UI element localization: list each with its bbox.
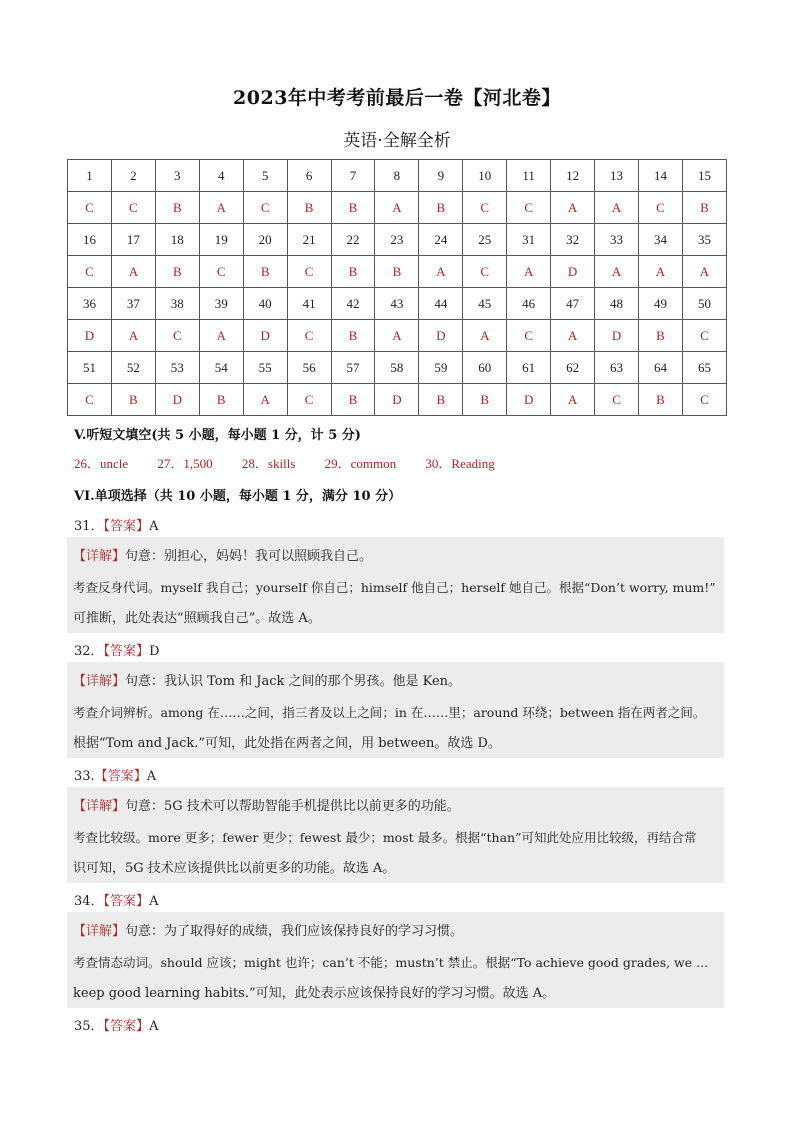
question-number-cell: 61	[507, 352, 551, 384]
answer-cell: C	[287, 384, 331, 416]
detail-box-33	[67, 787, 724, 883]
answer-cell: C	[155, 320, 199, 352]
question-number: 35．	[74, 1019, 104, 1034]
answer-cell: B	[682, 192, 726, 224]
answer-cell: A	[199, 320, 243, 352]
detail-tag: 【详解】	[73, 674, 126, 689]
answer-value: A	[149, 519, 159, 534]
answer-cell: A	[551, 192, 595, 224]
answer-cell: A	[595, 192, 639, 224]
question-number-cell: 55	[243, 352, 287, 384]
question-number-cell: 20	[243, 224, 287, 256]
answer-cell: C	[463, 192, 507, 224]
answer-tag: 【答案】	[103, 519, 150, 534]
question-number-cell: 50	[682, 288, 726, 320]
answer-value: A	[146, 769, 157, 784]
answer-cell: A	[111, 320, 155, 352]
answer-cell: C	[68, 384, 112, 416]
page-title: 2023年中考考前最后一卷【河北卷】	[233, 87, 561, 109]
fill-in-answers	[74, 453, 521, 472]
answer-cell: B	[331, 192, 375, 224]
question-number-cell: 58	[375, 352, 419, 384]
answer-cell: A	[463, 320, 507, 352]
question-number-cell: 42	[331, 288, 375, 320]
answer-cell: A	[551, 320, 595, 352]
question-number-cell: 38	[155, 288, 199, 320]
answer-cell: C	[682, 320, 726, 352]
answer-cell: A	[243, 384, 287, 416]
answer-cell: B	[331, 256, 375, 288]
answer-value: A	[149, 1019, 159, 1034]
answer-line-33	[74, 765, 156, 784]
question-number-cell: 1	[68, 160, 112, 192]
detail-line: 句意：为了取得好的成绩，我们应该保持良好的学习习惯。	[125, 924, 464, 939]
answer-cell: B	[243, 256, 287, 288]
answer-cell: D	[419, 320, 463, 352]
question-number-cell: 65	[682, 352, 726, 384]
question-number-cell: 16	[68, 224, 112, 256]
detail-line: 根据“Tom and Jack.”可知，此处指在两者之间，用 between。故选 D。	[73, 736, 501, 751]
question-number-cell: 34	[638, 224, 682, 256]
answer-cell: B	[331, 384, 375, 416]
question-number-cell: 36	[68, 288, 112, 320]
detail-line: 识可知，5G 技术应该提供比以前更多的功能。故选 A。	[73, 861, 396, 876]
fill-answer: 30．Reading	[425, 456, 495, 471]
detail-tag: 【详解】	[73, 924, 126, 939]
detail-line: 考查介词辨析。among 在……之间，指三者及以上之间；in 在……里；around 环绕；between 指在两者之间。	[73, 705, 706, 720]
answer-cell: C	[507, 192, 551, 224]
question-number-cell: 7	[331, 160, 375, 192]
question-number-cell: 39	[199, 288, 243, 320]
question-number-cell: 56	[287, 352, 331, 384]
detail-line: 考查反身代词。myself 我自己；yourself 你自己；himself 他自己；herself 她自己。根据“Don’t worry, mum!”	[73, 580, 716, 595]
answer-value: A	[149, 894, 159, 909]
question-number-cell: 6	[287, 160, 331, 192]
page-subtitle: 英语·全解全析	[343, 131, 451, 151]
answer-cell: A	[595, 256, 639, 288]
answer-cell: B	[375, 256, 419, 288]
answer-cell: C	[68, 256, 112, 288]
question-number-cell: 21	[287, 224, 331, 256]
answer-row	[68, 256, 727, 288]
section-6-heading: VI.单项选择（共 10 小题，每小题 1 分，满分 10 分）	[74, 489, 402, 504]
question-number-cell: 14	[638, 160, 682, 192]
answer-table	[67, 159, 727, 416]
question-number-cell: 59	[419, 352, 463, 384]
question-number-cell: 32	[551, 224, 595, 256]
detail-line: 句意：别担心，妈妈！我可以照顾我自己。	[125, 549, 373, 564]
answer-cell: B	[331, 320, 375, 352]
question-number-row	[68, 352, 727, 384]
answer-tag: 【答案】	[103, 894, 150, 909]
answer-cell: A	[111, 256, 155, 288]
answer-line-32	[74, 640, 160, 659]
question-number: 32．	[74, 644, 104, 659]
question-number-cell: 54	[199, 352, 243, 384]
answer-cell: B	[463, 384, 507, 416]
fill-answer: 29．common	[324, 456, 397, 471]
answer-cell: A	[199, 192, 243, 224]
fill-answer: 27．1,500	[157, 456, 213, 471]
detail-line: 句意：5G 技术可以帮助智能手机提供比以前更多的功能。	[125, 799, 460, 814]
question-number-cell: 2	[111, 160, 155, 192]
detail-tag: 【详解】	[73, 549, 126, 564]
question-number-cell: 12	[551, 160, 595, 192]
question-number-cell: 18	[155, 224, 199, 256]
answer-cell: C	[111, 192, 155, 224]
answer-cell: C	[287, 256, 331, 288]
question-number-cell: 9	[419, 160, 463, 192]
answer-cell: B	[155, 256, 199, 288]
detail-box-34	[67, 912, 724, 1008]
section-5-heading: V.听短文填空(共 5 小题，每小题 1 分，计 5 分)	[74, 428, 361, 443]
detail-line: 考查比较级。more 更多；fewer 更少；fewest 最少；most 最多。根据“than”可知此处应用比较级，再结合常	[73, 830, 697, 845]
question-number-cell: 49	[638, 288, 682, 320]
question-number-cell: 5	[243, 160, 287, 192]
question-number-cell: 37	[111, 288, 155, 320]
answer-line-34	[74, 890, 158, 909]
question-number-cell: 64	[638, 352, 682, 384]
answer-cell: D	[68, 320, 112, 352]
answer-cell: D	[551, 256, 595, 288]
question-number-cell: 62	[551, 352, 595, 384]
question-number-cell: 4	[199, 160, 243, 192]
answer-cell: C	[507, 320, 551, 352]
answer-line-31	[74, 515, 158, 534]
answer-cell: C	[595, 384, 639, 416]
answer-cell: A	[375, 192, 419, 224]
answer-cell: B	[638, 384, 682, 416]
answer-row	[68, 384, 727, 416]
question-number-cell: 31	[507, 224, 551, 256]
detail-line: 句意：我认识 Tom 和 Jack 之间的那个男孩。他是 Ken。	[125, 674, 462, 689]
answer-cell: D	[595, 320, 639, 352]
question-number-cell: 15	[682, 160, 726, 192]
answer-cell: B	[111, 384, 155, 416]
question-number-cell: 57	[331, 352, 375, 384]
answer-row	[68, 320, 727, 352]
answer-cell: B	[155, 192, 199, 224]
answer-cell: A	[507, 256, 551, 288]
answer-cell: A	[682, 256, 726, 288]
question-number-row	[68, 224, 727, 256]
answer-cell: B	[419, 384, 463, 416]
answer-tag: 【答案】	[103, 1019, 150, 1034]
question-number: 33.	[74, 769, 95, 784]
answer-tag: 【答案】	[103, 644, 150, 659]
question-number-cell: 3	[155, 160, 199, 192]
question-number-cell: 8	[375, 160, 419, 192]
detail-tag: 【详解】	[73, 799, 126, 814]
answer-cell: A	[551, 384, 595, 416]
answer-cell: B	[199, 384, 243, 416]
answer-cell: A	[375, 320, 419, 352]
question-number-cell: 17	[111, 224, 155, 256]
question-number-row	[68, 160, 727, 192]
detail-box-32	[67, 662, 724, 758]
answer-cell: D	[243, 320, 287, 352]
question-number-cell: 25	[463, 224, 507, 256]
detail-line: 可推断，此处表达“照顾我自己”。故选 A。	[73, 611, 321, 626]
question-number-cell: 43	[375, 288, 419, 320]
question-number-cell: 40	[243, 288, 287, 320]
answer-cell: D	[507, 384, 551, 416]
question-number-cell: 13	[595, 160, 639, 192]
answer-cell: C	[287, 320, 331, 352]
question-number-cell: 60	[463, 352, 507, 384]
answer-line-35	[74, 1015, 158, 1034]
answer-tag: 【答案】	[94, 769, 147, 784]
answer-cell: C	[68, 192, 112, 224]
answer-cell: A	[638, 256, 682, 288]
question-number-row	[68, 288, 727, 320]
question-number-cell: 19	[199, 224, 243, 256]
detail-box-31	[67, 537, 724, 633]
question-number-cell: 35	[682, 224, 726, 256]
answer-cell: B	[638, 320, 682, 352]
answer-cell: C	[463, 256, 507, 288]
answer-row	[68, 192, 727, 224]
question-number: 31．	[74, 519, 104, 534]
question-number-cell: 24	[419, 224, 463, 256]
question-number-cell: 52	[111, 352, 155, 384]
answer-value: D	[149, 644, 160, 659]
answer-cell: B	[287, 192, 331, 224]
detail-line: 考查情态动词。should 应该；might 也许；can’t 不能；mustn’t 禁止。根据“To achieve good grades, we ...	[73, 955, 709, 970]
question-number-cell: 48	[595, 288, 639, 320]
detail-line: keep good learning habits.”可知，此处表示应该保持良好的学习习惯。故选 A。	[73, 986, 556, 1001]
question-number-cell: 45	[463, 288, 507, 320]
answer-cell: D	[155, 384, 199, 416]
question-number-cell: 53	[155, 352, 199, 384]
question-number-cell: 23	[375, 224, 419, 256]
answer-cell: C	[243, 192, 287, 224]
question-number-cell: 10	[463, 160, 507, 192]
question-number-cell: 44	[419, 288, 463, 320]
answer-cell: A	[419, 256, 463, 288]
answer-cell: D	[375, 384, 419, 416]
question-number-cell: 11	[507, 160, 551, 192]
question-number: 34．	[74, 894, 104, 909]
question-number-cell: 63	[595, 352, 639, 384]
question-number-cell: 41	[287, 288, 331, 320]
fill-answer: 26．uncle	[74, 456, 129, 471]
question-number-cell: 46	[507, 288, 551, 320]
fill-answer: 28．skills	[241, 456, 296, 471]
answer-cell: C	[638, 192, 682, 224]
question-number-cell: 22	[331, 224, 375, 256]
question-number-cell: 33	[595, 224, 639, 256]
answer-cell: B	[419, 192, 463, 224]
answer-cell: C	[199, 256, 243, 288]
question-number-cell: 47	[551, 288, 595, 320]
question-number-cell: 51	[68, 352, 112, 384]
answer-cell: C	[682, 384, 726, 416]
